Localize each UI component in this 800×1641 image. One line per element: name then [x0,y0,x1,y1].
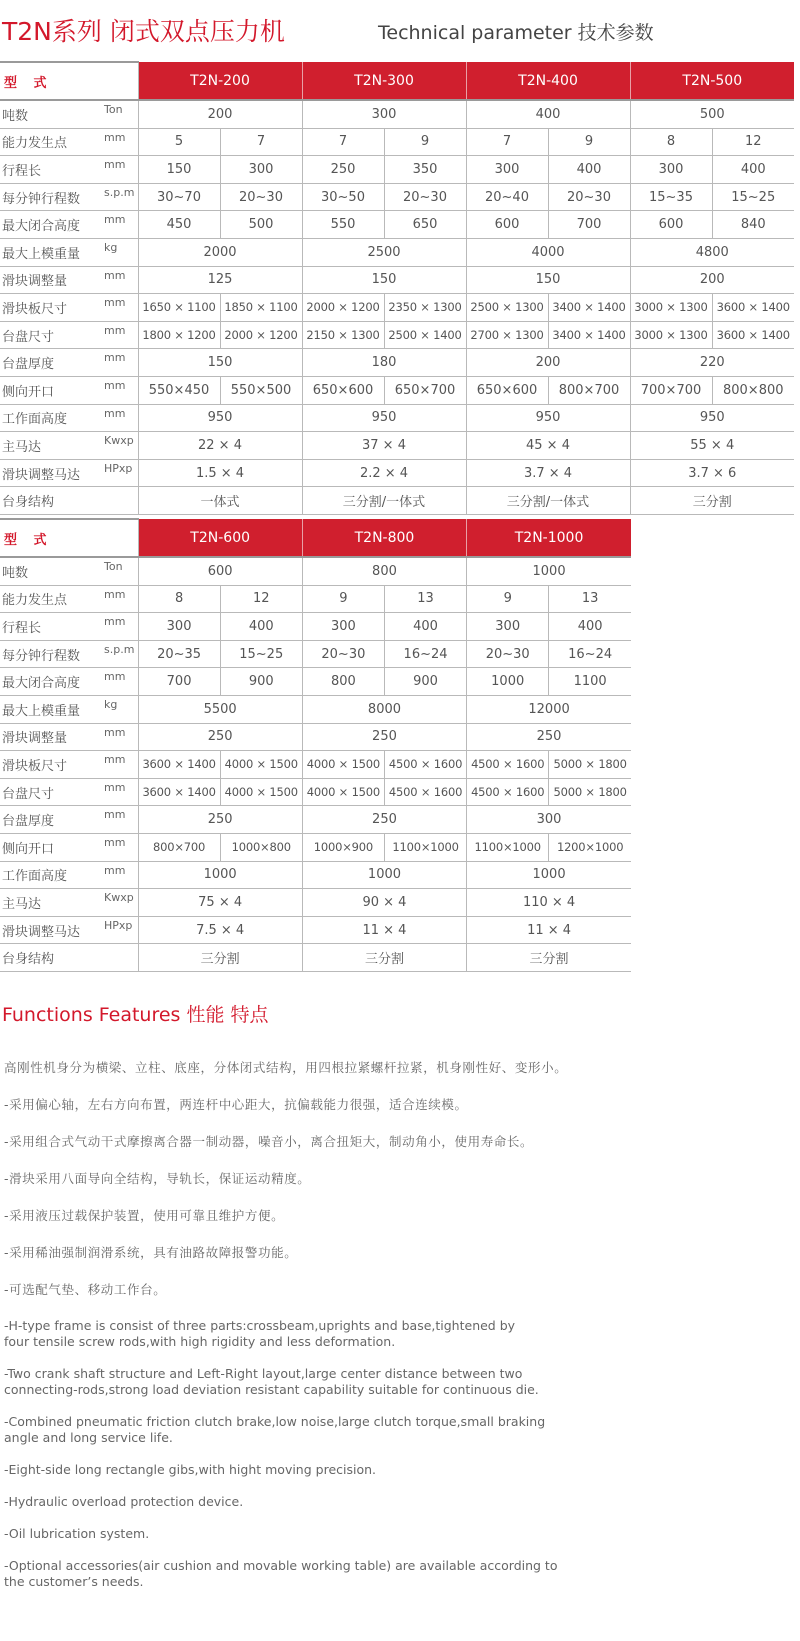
param-name: 最大闭合高度 [0,211,100,239]
param-unit: mm [100,751,138,779]
param-value: 20~30 [302,640,384,668]
param-value: 4000 × 1500 [302,778,384,806]
param-value: 250 [302,723,466,751]
feature-en-item: -Combined pneumatic friction clutch brake,low noise,large clutch torque,small braking angle and long service life. [4,1414,546,1445]
param-value: 3400 × 1400 [548,294,630,322]
param-name: 台身结构 [0,487,100,515]
param-value: 7 [466,128,548,156]
param-value: 1800 × 1200 [138,321,220,349]
model-header: T2N-500 [630,62,794,100]
param-value: 1000 [138,861,302,889]
model-header: T2N-600 [138,519,302,557]
table-row [0,557,631,585]
param-value: 5000 × 1800 [549,778,631,806]
param-value: 20~40 [466,183,548,211]
param-value: 55 × 4 [630,432,794,460]
param-value: 600 [466,211,548,239]
param-value: 400 [220,613,302,641]
param-name: 滑块调整马达 [0,916,100,944]
table-row [0,806,631,834]
param-value: 12 [712,128,794,156]
features-en-list [4,1318,794,1606]
param-value: 500 [220,211,302,239]
param-name: 台盘尺寸 [0,321,100,349]
table-row [0,944,631,972]
param-value: 3.7 × 4 [466,459,630,487]
param-value: 2350 × 1300 [384,294,466,322]
param-value: 2500 [302,238,466,266]
param-value: 4000 × 1500 [220,778,302,806]
param-unit: mm [100,833,138,861]
param-value: 300 [467,806,631,834]
feature-en-item: -Hydraulic overload protection device. [4,1494,244,1509]
param-value: 1100×1000 [384,833,466,861]
param-value: 200 [466,349,630,377]
param-name: 滑块调整量 [0,723,100,751]
param-value: 三分割/一体式 [466,487,630,515]
param-unit: mm [100,321,138,349]
param-value: 400 [548,156,630,184]
param-value: 9 [302,585,384,613]
param-value: 2000 × 1200 [302,294,384,322]
feature-cn-item: -采用偏心轴，左右方向布置，两连杆中心距大，抗偏载能力很强，适合连续模。 [4,1097,468,1112]
param-value: 3600 × 1400 [712,294,794,322]
param-value: 150 [138,349,302,377]
param-name: 行程长 [0,613,100,641]
page-subtitle: Technical parameter 技术参数 [378,22,654,44]
page-title: T2N系列 闭式双点压力机 [2,17,285,46]
param-value: 250 [302,806,466,834]
param-unit: mm [100,806,138,834]
param-value: 2500 × 1300 [466,294,548,322]
param-value: 45 × 4 [466,432,630,460]
param-value: 13 [549,585,631,613]
param-value: 900 [384,668,466,696]
param-unit: mm [100,211,138,239]
param-name: 行程长 [0,156,100,184]
param-unit: mm [100,156,138,184]
param-value: 300 [467,613,549,641]
param-value: 90 × 4 [302,889,466,917]
param-name: 台盘厚度 [0,806,100,834]
param-unit: mm [100,128,138,156]
table-row [0,294,794,322]
model-header-row [0,62,794,100]
table-row [0,861,631,889]
param-unit: mm [100,723,138,751]
table-row [0,432,794,460]
param-value: 75 × 4 [138,889,302,917]
param-unit [100,487,138,515]
spec-table-1 [0,61,794,515]
param-value: 3000 × 1300 [630,321,712,349]
param-value: 200 [630,266,794,294]
param-name: 主马达 [0,889,100,917]
param-unit: mm [100,404,138,432]
param-value: 300 [630,156,712,184]
table-row [0,695,631,723]
param-value: 15~35 [630,183,712,211]
features-title: Functions Features 性能 特点 [2,1004,269,1026]
param-value: 3.7 × 6 [630,459,794,487]
param-name: 每分钟行程数 [0,183,100,211]
param-value: 2700 × 1300 [466,321,548,349]
param-name: 工作面高度 [0,404,100,432]
param-value: 650×600 [302,376,384,404]
param-value: 650×600 [466,376,548,404]
param-unit: mm [100,585,138,613]
param-name: 能力发生点 [0,128,100,156]
param-value: 20~30 [220,183,302,211]
features-cn-list [4,1058,794,1317]
param-value: 450 [138,211,220,239]
param-value: 4500 × 1600 [384,778,466,806]
table-row [0,404,794,432]
param-unit: Ton [100,557,138,585]
feature-cn-item: -滑块采用八面导向全结构，导轨长，保证运动精度。 [4,1171,311,1186]
param-name: 每分钟行程数 [0,640,100,668]
table-row [0,321,794,349]
param-value: 600 [138,557,302,585]
param-name: 吨数 [0,557,100,585]
param-value: 300 [302,100,466,128]
param-value: 550×450 [138,376,220,404]
param-value: 13 [384,585,466,613]
param-value: 2150 × 1300 [302,321,384,349]
table-row [0,100,794,128]
param-value: 7 [302,128,384,156]
param-value: 150 [302,266,466,294]
param-value: 4500 × 1600 [384,751,466,779]
param-value: 1650 × 1100 [138,294,220,322]
param-unit: Kwxp [100,889,138,917]
param-value: 840 [712,211,794,239]
param-value: 2.2 × 4 [302,459,466,487]
param-value: 250 [467,723,631,751]
param-unit: HPxp [100,916,138,944]
param-unit: mm [100,778,138,806]
param-value: 12000 [467,695,631,723]
param-value: 125 [138,266,302,294]
param-unit: HPxp [100,459,138,487]
type-label: 型 式 [0,519,138,557]
param-value: 20~30 [384,183,466,211]
model-header: T2N-300 [302,62,466,100]
param-value: 300 [302,613,384,641]
param-value: 400 [466,100,630,128]
param-value: 3600 × 1400 [712,321,794,349]
table-row [0,613,631,641]
table-row [0,266,794,294]
table-row [0,889,631,917]
param-value: 950 [466,404,630,432]
param-value: 20~35 [138,640,220,668]
feature-en-item: -Two crank shaft structure and Left-Right layout,large center distance between two connecting-rods,strong load deviation resistant capability suitable for continuous die. [4,1366,539,1397]
param-value: 三分割 [630,487,794,515]
param-value: 800×700 [138,833,220,861]
feature-cn-item: -采用液压过载保护装置，使用可靠且维护方便。 [4,1208,285,1223]
param-name: 滑块板尺寸 [0,294,100,322]
param-unit: mm [100,349,138,377]
table-row [0,238,794,266]
param-value: 400 [549,613,631,641]
param-value: 1100 [549,668,631,696]
param-name: 滑块调整量 [0,266,100,294]
param-value: 4500 × 1600 [467,751,549,779]
feature-cn-item: -采用组合式气动干式摩擦离合器一制动器，噪音小，离合扭矩大，制动角小，使用寿命长。 [4,1134,534,1149]
param-value: 650 [384,211,466,239]
param-name: 最大上模重量 [0,238,100,266]
feature-cn-item: -可选配气垫、移动工作台。 [4,1282,167,1297]
table-row [0,585,631,613]
param-name: 滑块板尺寸 [0,751,100,779]
table-row [0,640,631,668]
param-value: 500 [630,100,794,128]
param-value: 1.5 × 4 [138,459,302,487]
feature-en-item: -H-type frame is consist of three parts:crossbeam,uprights and base,tightened by four tensile screw rods,with high rigidity and less deformation. [4,1318,516,1349]
param-unit: mm [100,376,138,404]
param-value: 2000 × 1200 [220,321,302,349]
param-name: 侧向开口 [0,376,100,404]
param-value: 150 [466,266,630,294]
model-header: T2N-800 [302,519,466,557]
param-value: 16~24 [549,640,631,668]
param-value: 4500 × 1600 [467,778,549,806]
param-value: 8 [630,128,712,156]
param-value: 4000 × 1500 [220,751,302,779]
param-value: 350 [384,156,466,184]
param-value: 5 [138,128,220,156]
feature-en-item: -Eight-side long rectangle gibs,with hight moving precision. [4,1462,377,1477]
param-name: 吨数 [0,100,100,128]
param-value: 600 [630,211,712,239]
param-value: 三分割/一体式 [302,487,466,515]
param-value: 三分割 [138,944,302,972]
table-row [0,459,794,487]
param-value: 800 [302,557,466,585]
param-value: 一体式 [138,487,302,515]
param-value: 16~24 [384,640,466,668]
param-value: 9 [384,128,466,156]
param-name: 工作面高度 [0,861,100,889]
param-value: 37 × 4 [302,432,466,460]
param-name: 最大闭合高度 [0,668,100,696]
param-unit: mm [100,668,138,696]
param-value: 1000 [302,861,466,889]
param-value: 9 [548,128,630,156]
param-value: 30~70 [138,183,220,211]
table-row [0,668,631,696]
param-value: 4000 × 1500 [302,751,384,779]
param-unit: mm [100,861,138,889]
param-value: 950 [302,404,466,432]
param-value: 3600 × 1400 [138,778,220,806]
param-value: 550×500 [220,376,302,404]
param-value: 20~30 [548,183,630,211]
param-value: 7.5 × 4 [138,916,302,944]
param-value: 1000 [467,861,631,889]
model-header: T2N-400 [466,62,630,100]
param-value: 650×700 [384,376,466,404]
page-header [0,0,800,60]
spec-table-2 [0,518,631,972]
param-name: 能力发生点 [0,585,100,613]
param-value: 3600 × 1400 [138,751,220,779]
param-name: 最大上模重量 [0,695,100,723]
param-unit: mm [100,266,138,294]
param-value: 900 [220,668,302,696]
table-row [0,723,631,751]
param-value: 1850 × 1100 [220,294,302,322]
table-row [0,211,794,239]
param-value: 1000×800 [220,833,302,861]
table-row [0,183,794,211]
param-name: 滑块调整马达 [0,459,100,487]
param-unit: kg [100,238,138,266]
param-value: 180 [302,349,466,377]
param-unit: mm [100,294,138,322]
param-value: 220 [630,349,794,377]
table-row [0,156,794,184]
param-value: 4800 [630,238,794,266]
table-row [0,751,631,779]
param-value: 700 [548,211,630,239]
param-value: 250 [138,806,302,834]
param-unit: Ton [100,100,138,128]
table-row [0,376,794,404]
param-value: 8 [138,585,220,613]
param-value: 200 [138,100,302,128]
param-value: 1100×1000 [467,833,549,861]
param-value: 2500 × 1400 [384,321,466,349]
param-value: 1000×900 [302,833,384,861]
param-value: 1000 [467,557,631,585]
param-value: 150 [138,156,220,184]
param-name: 台身结构 [0,944,100,972]
param-value: 300 [466,156,548,184]
param-value: 700×700 [630,376,712,404]
param-value: 5500 [138,695,302,723]
param-value: 1000 [467,668,549,696]
param-value: 400 [384,613,466,641]
param-value: 三分割 [467,944,631,972]
param-value: 700 [138,668,220,696]
table-row [0,916,631,944]
table-row [0,778,631,806]
param-value: 550 [302,211,384,239]
param-value: 110 × 4 [467,889,631,917]
param-value: 800×800 [712,376,794,404]
param-value: 250 [302,156,384,184]
param-value: 7 [220,128,302,156]
param-name: 主马达 [0,432,100,460]
param-value: 11 × 4 [302,916,466,944]
feature-cn-item: -采用稀油强制润滑系统，具有油路故障报警功能。 [4,1245,298,1260]
param-value: 22 × 4 [138,432,302,460]
param-value: 11 × 4 [467,916,631,944]
param-value: 800 [302,668,384,696]
param-value: 15~25 [220,640,302,668]
param-unit [100,944,138,972]
param-name: 台盘尺寸 [0,778,100,806]
param-unit: mm [100,613,138,641]
param-value: 300 [220,156,302,184]
param-value: 30~50 [302,183,384,211]
param-value: 2000 [138,238,302,266]
param-value: 9 [467,585,549,613]
table-row [0,128,794,156]
param-value: 950 [138,404,302,432]
feature-cn-item: 高刚性机身分为横梁、立柱、底座，分体闭式结构，用四根拉紧螺杆拉紧，机身刚性好、变形小。 [4,1060,568,1075]
param-unit: Kwxp [100,432,138,460]
param-unit: s.p.m [100,640,138,668]
param-value: 三分割 [302,944,466,972]
param-value: 250 [138,723,302,751]
param-value: 8000 [302,695,466,723]
param-unit: s.p.m [100,183,138,211]
param-value: 1200×1000 [549,833,631,861]
param-value: 3000 × 1300 [630,294,712,322]
table-row [0,487,794,515]
param-value: 300 [138,613,220,641]
param-value: 20~30 [467,640,549,668]
param-value: 15~25 [712,183,794,211]
feature-en-item: -Optional accessories(air cushion and movable working table) are available according to the customer’s needs. [4,1558,558,1589]
model-header: T2N-200 [138,62,302,100]
type-label: 型 式 [0,62,138,100]
model-header: T2N-1000 [467,519,631,557]
param-unit: kg [100,695,138,723]
param-value: 400 [712,156,794,184]
feature-en-item: -Oil lubrication system. [4,1526,150,1541]
param-name: 侧向开口 [0,833,100,861]
param-name: 台盘厚度 [0,349,100,377]
param-value: 5000 × 1800 [549,751,631,779]
param-value: 4000 [466,238,630,266]
table-row [0,349,794,377]
table-row [0,833,631,861]
param-value: 3400 × 1400 [548,321,630,349]
model-header-row [0,519,631,557]
param-value: 950 [630,404,794,432]
param-value: 12 [220,585,302,613]
param-value: 800×700 [548,376,630,404]
